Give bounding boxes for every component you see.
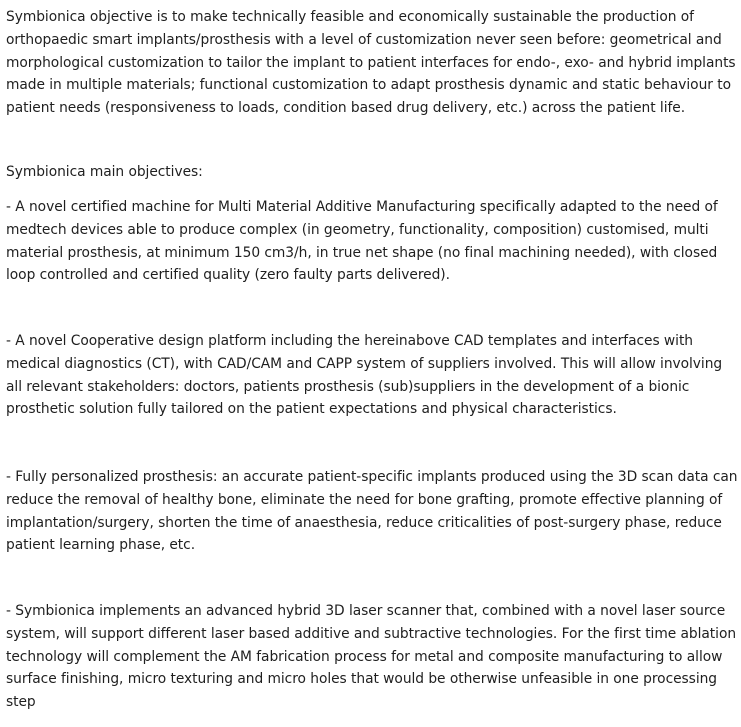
objective-item-machine: - A novel certified machine for Multi Material Additive Manufacturing specifically adapted to the need of medtech devices able to produce complex (in geometry, functionality, composition) customised, multi material prosthesis, at minimum 150 cm3/h, in true net shape (no final machining needed), with closed loop controlled and certified quality (zero faulty parts delivered). bbox=[6, 199, 718, 284]
objective-item-design-platform: - A novel Cooperative design platform including the hereinabove CAD templates and interfaces with medical diagnostics (CT), with CAD/CAM and CAPP system of suppliers involved. This will allow involving all relevant stakeholders: doctors, patients prosthesis (sub)suppliers in the development of a bionic prosthetic solution fully tailored on the patient expectations and physical characteristics. bbox=[6, 333, 723, 418]
objective-item-personalized-prosthesis: - Fully personalized prosthesis: an accurate patient-specific implants produced using the 3D scan data can reduce the removal of healthy bone, eliminate the need for bone grafting, promote effective planning of implantation/surgery, shorten the time of anaesthesia, reduce criticalities of post-surgery phase, reduce patient learning phase, etc. bbox=[6, 469, 738, 554]
objectives-heading: Symbionica main objectives: bbox=[6, 164, 203, 180]
objective-item-laser-scanner: - Symbionica implements an advanced hybrid 3D laser scanner that, combined with a novel laser source system, will support different laser based additive and subtractive technologies. For the first time ablation technology will complement the AM fabrication process for metal and composite manufacturing to allow surface finishing, micro texturing and micro holes that would be otherwise unfeasible in one processing step bbox=[6, 603, 737, 711]
intro-paragraph: Symbionica objective is to make technically feasible and economically sustainable the production of orthopaedic smart implants/prosthesis with a level of customization never seen before: geometrical and morphological customization to tailor the implant to patient interfaces for endo-, exo- and hybrid implants made in multiple materials; functional customization to adapt prosthesis dynamic and static behaviour to patient needs (responsiveness to loads, condition based drug delivery, etc.) across the patient life. bbox=[6, 9, 736, 117]
